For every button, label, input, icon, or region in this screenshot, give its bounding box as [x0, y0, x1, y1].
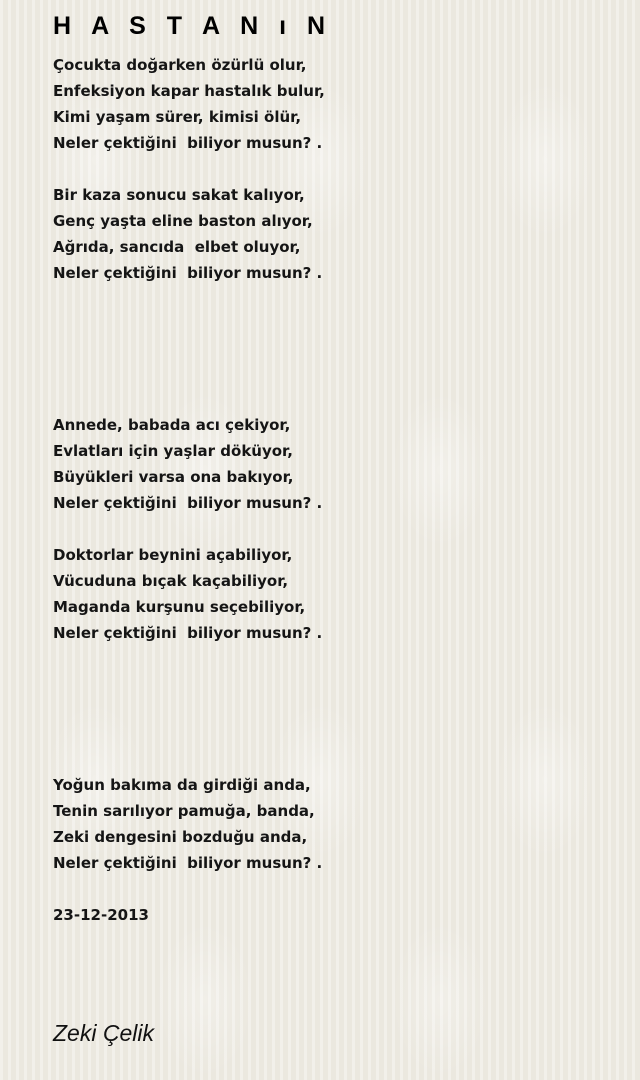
verse-line: Zeki dengesini bozduğu anda,: [53, 828, 308, 846]
verse-line: Tenin sarılıyor pamuğa, banda,: [53, 802, 315, 820]
verse-line: Annede, babada acı çekiyor,: [53, 416, 291, 434]
stanza-4: [53, 542, 322, 646]
verse-line: Maganda kurşunu seçebiliyor,: [53, 598, 306, 616]
verse-line: Neler çektiğini biliyor musun? .: [53, 134, 323, 152]
stanza-5: [53, 772, 322, 876]
verse-line: Neler çektiğini biliyor musun? .: [53, 264, 323, 282]
verse-line: Vücuduna bıçak kaçabiliyor,: [53, 572, 289, 590]
author-name: Zeki Çelik: [53, 1020, 154, 1046]
verse-line: Bir kaza sonucu sakat kalıyor,: [53, 186, 305, 204]
verse-line: Enfeksiyon kapar hastalık bulur,: [53, 82, 325, 100]
verse-line: Çocukta doğarken özürlü olur,: [53, 56, 307, 74]
verse-line: Yoğun bakıma da girdiği anda,: [53, 776, 311, 794]
stanza-3: [53, 412, 322, 516]
verse-line: Evlatları için yaşlar döküyor,: [53, 442, 293, 460]
stanza-1: [53, 52, 325, 156]
verse-line: Neler çektiğini biliyor musun? .: [53, 854, 323, 872]
verse-line: Büyükleri varsa ona bakıyor,: [53, 468, 294, 486]
verse-line: Genç yaşta eline baston alıyor,: [53, 212, 313, 230]
poem-title: H A S T A N ı N: [53, 12, 333, 40]
verse-line: Ağrıda, sancıda elbet oluyor,: [53, 238, 301, 256]
poem-date: 23-12-2013: [53, 906, 149, 924]
verse-line: Neler çektiğini biliyor musun? .: [53, 624, 323, 642]
verse-line: Doktorlar beynini açabiliyor,: [53, 546, 293, 564]
stanza-2: [53, 182, 322, 286]
verse-line: Kimi yaşam sürer, kimisi ölür,: [53, 108, 302, 126]
verse-line: Neler çektiğini biliyor musun? .: [53, 494, 323, 512]
